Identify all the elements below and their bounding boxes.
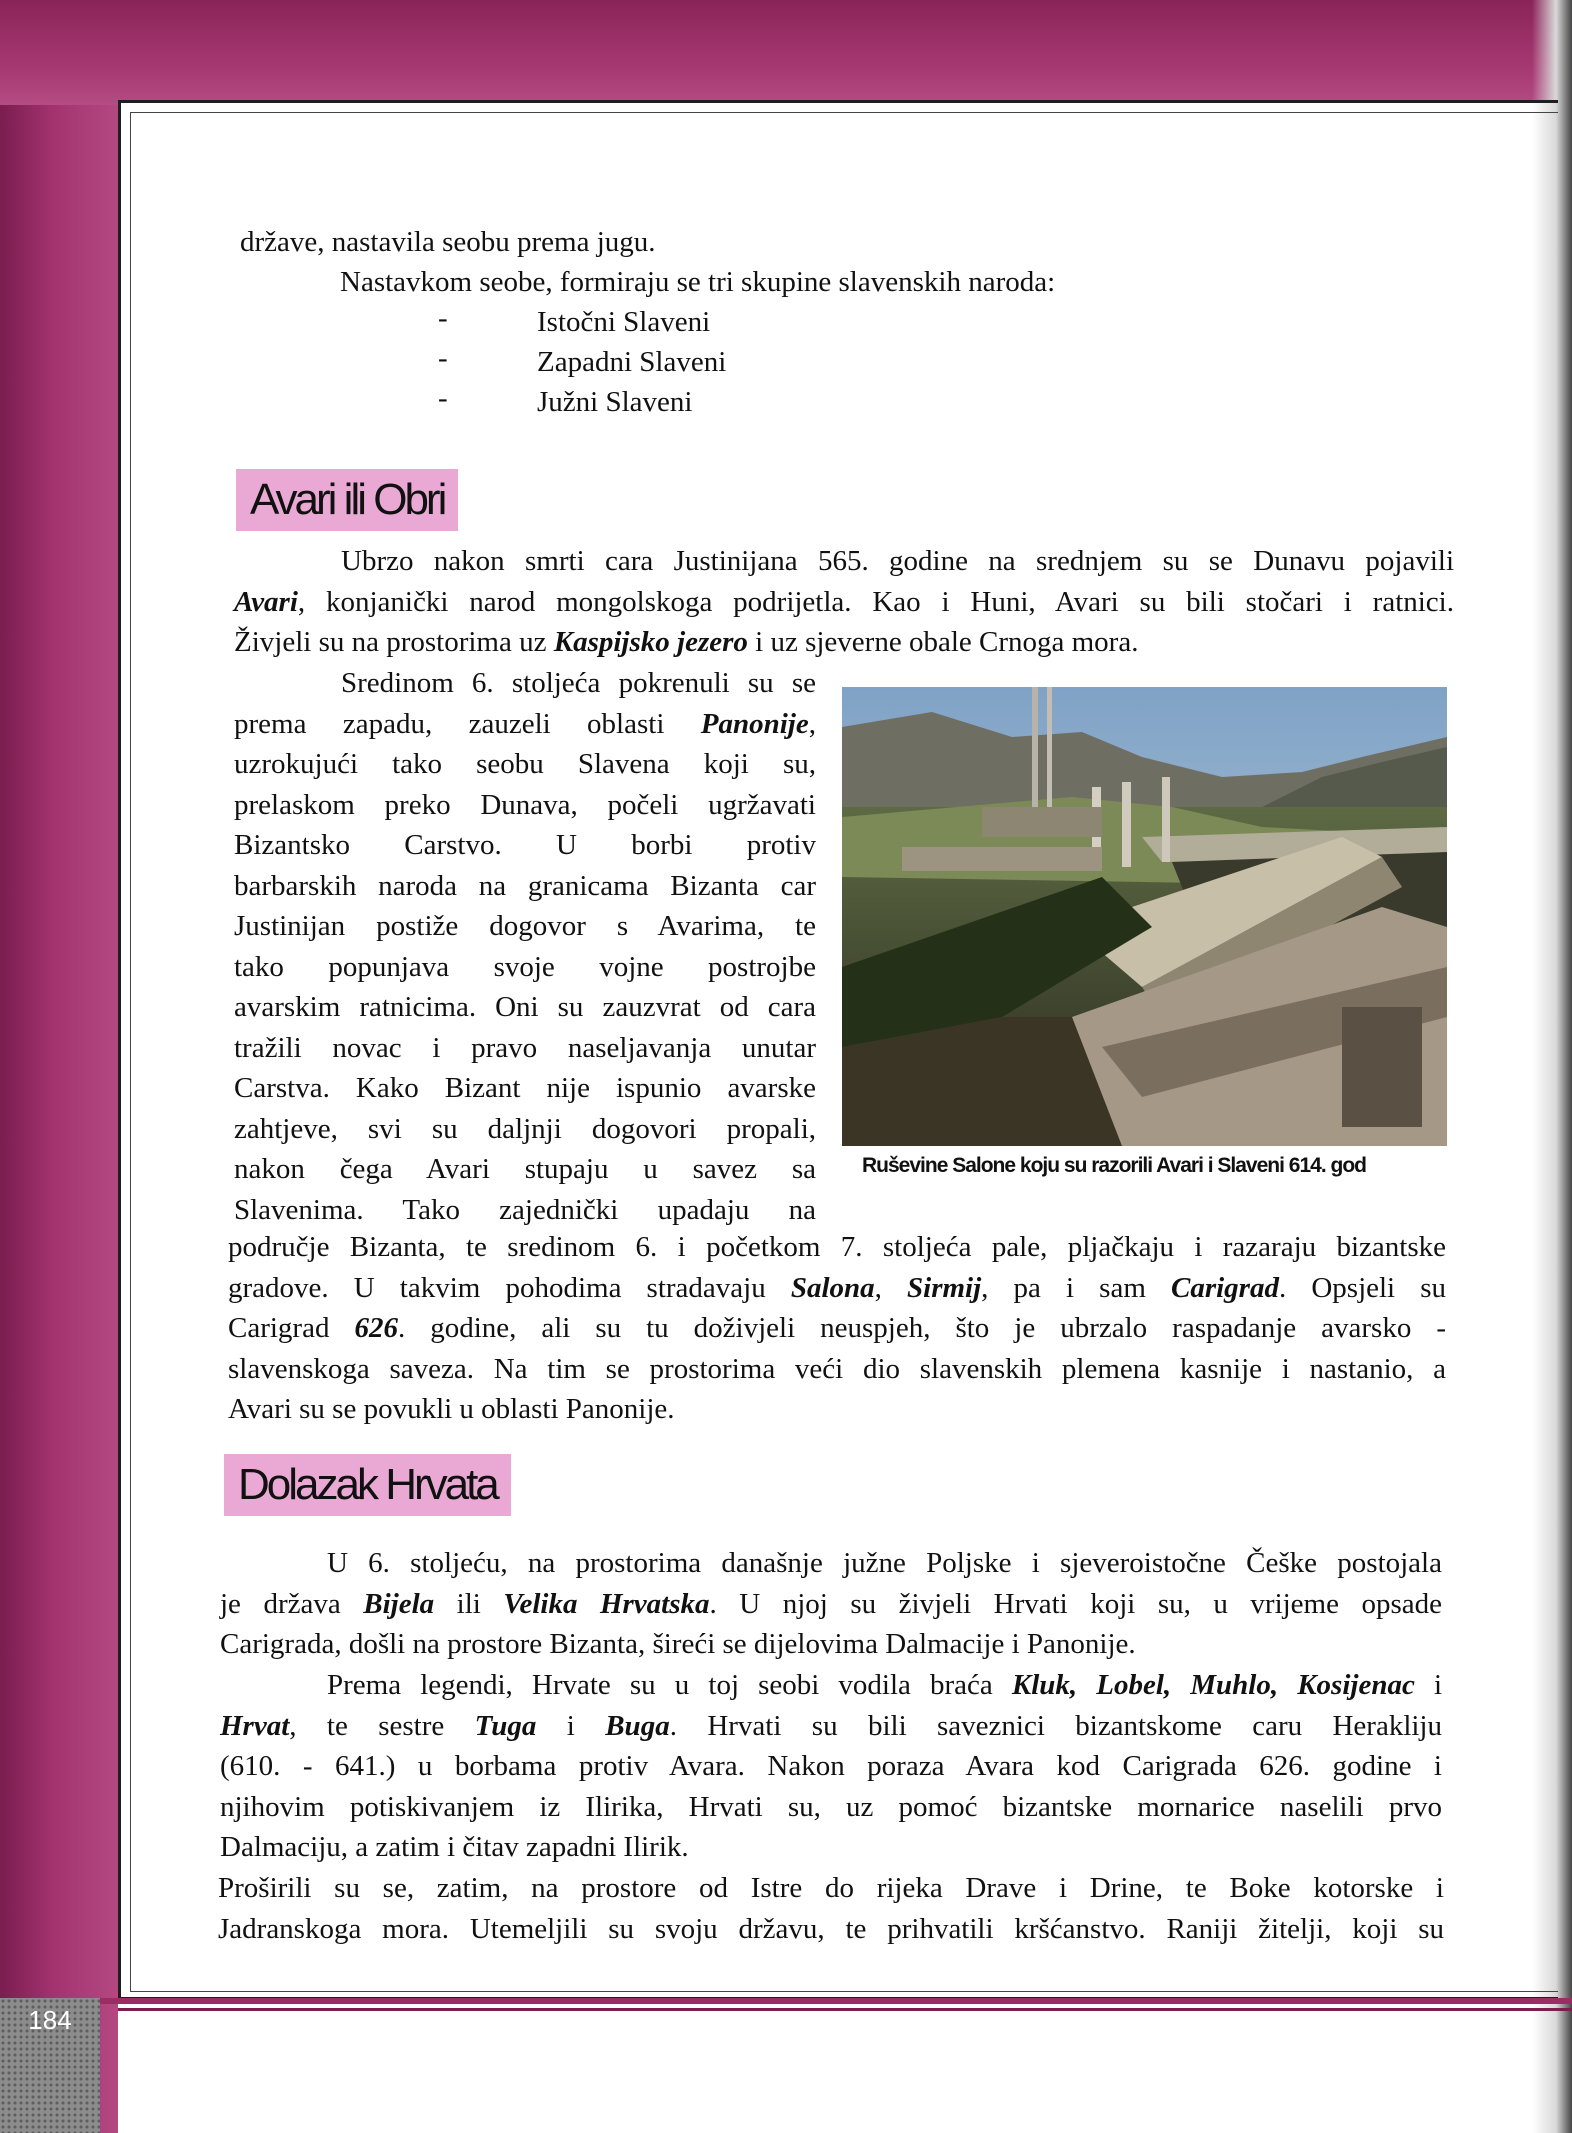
text-run: tražili novac i pravo naseljavanja unutar — [234, 1031, 816, 1064]
page-number: 184 — [0, 1998, 100, 2133]
section-heading-hrvati: Dolazak Hrvata — [224, 1454, 511, 1516]
text-run: zahtjeve, svi su daljnji dogovori propali, — [234, 1112, 816, 1145]
list-dash: - — [438, 342, 448, 374]
paragraph-hrvati-2 — [220, 1665, 1442, 1868]
intro-line-2: Nastavkom seobe, formiraju se tri skupine slavenskih naroda: — [340, 266, 1056, 298]
text-run: . Opsjeli su — [1278, 1271, 1447, 1304]
text-run: (610. - 641.) u borbama protiv Avara. Nakon poraza Avara kod Carigrada 626. godine i — [220, 1750, 1442, 1782]
paragraph-avari-intro — [234, 541, 1454, 663]
paragraph-hrvati-3 — [218, 1868, 1444, 1949]
list-item: Zapadni Slaveni — [537, 346, 727, 378]
text-line — [234, 1190, 816, 1231]
text-run: nakon čega Avari stupaju u savez sa — [234, 1153, 816, 1185]
text-line — [234, 866, 816, 907]
text-run: . U njoj su živjeli Hrvati koji su, u vrijeme opsade — [709, 1587, 1443, 1620]
photo-caption: Ruševine Salone koju su razorili Avari i Slaveni 614. god — [862, 1154, 1366, 1177]
text-run: Proširili su se, zatim, na prostore od Istre do rijeka Drave i Drine, te Boke kotorske i — [218, 1872, 1444, 1904]
intro-line-1: države, nastavila seobu prema jugu. — [240, 226, 656, 258]
text-line — [234, 987, 816, 1028]
text-run: barbarskih naroda na granicama Bizanta car — [234, 869, 816, 902]
text-run: Bizantsko Carstvo. U borbi protiv — [234, 829, 816, 861]
text-line — [220, 1543, 1442, 1584]
paragraph-avari-wide — [228, 1227, 1446, 1430]
emphasis-term: Tuga — [474, 1709, 537, 1742]
text-run: Jadranskoga mora. Utemeljili su svoju državu, te prihvatili kršćanstvo. Raniji žitelji, koji su — [218, 1912, 1444, 1945]
text-line — [234, 663, 816, 704]
text-run: i uz sjeverne obale Crnoga mora. — [747, 626, 1139, 658]
text-run: prema zapadu, zauzeli oblasti — [234, 707, 701, 740]
emphasis-term: Panonije — [700, 707, 809, 740]
text-run: Justinijan postiže dogovor s Avarima, te — [234, 910, 816, 942]
text-line — [228, 1349, 1446, 1390]
list-dash: - — [438, 302, 448, 334]
text-line — [234, 541, 1454, 582]
text-line — [234, 1109, 816, 1150]
text-line — [234, 622, 1454, 663]
emphasis-term: Velika Hrvatska — [503, 1587, 710, 1620]
emphasis-term: 626 — [354, 1312, 398, 1344]
text-line — [234, 1068, 816, 1109]
list-item: Južni Slaveni — [537, 386, 693, 418]
footer-bar — [0, 1998, 1572, 2004]
text-line — [228, 1268, 1446, 1309]
text-line — [234, 947, 816, 988]
emphasis-term: Salona — [790, 1271, 875, 1304]
text-line — [220, 1665, 1442, 1706]
text-run: slavenskoga saveza. Na tim se prostorima veći dio slavenskih plemena kasnije i nastanio, a — [228, 1352, 1446, 1385]
text-run: je država — [220, 1587, 364, 1620]
paragraph-hrvati-1 — [220, 1543, 1442, 1665]
emphasis-term: Buga — [605, 1709, 670, 1742]
text-line — [228, 1227, 1446, 1268]
text-run: Carigrad — [228, 1312, 355, 1344]
emphasis-term: Kluk, Lobel, Muhlo, Kosijenac — [1011, 1669, 1415, 1701]
emphasis-term: Hrvat — [220, 1709, 290, 1742]
text-run: Sredinom 6. stoljeća pokrenuli su se — [341, 667, 816, 699]
text-run: uzrokujući tako seobu Slavena koji su, — [234, 748, 816, 780]
text-run: U 6. stoljeću, na prostorima današnje južne Poljske i sjeveroistočne Češke postojala — [327, 1547, 1442, 1579]
text-run: Prema legendi, Hrvate su u toj seobi vodila braća — [327, 1669, 1012, 1701]
text-line — [220, 1584, 1442, 1625]
text-line — [220, 1624, 1442, 1665]
text-run: prelaskom preko Dunava, počeli ugržavati — [234, 788, 816, 821]
text-run: i — [1414, 1669, 1443, 1701]
emphasis-term: Kaspijsko jezero — [553, 626, 748, 658]
text-run: avarskim ratnicima. Oni su zauzvrat od cara — [234, 991, 816, 1023]
list-item: Istočni Slaveni — [537, 306, 711, 338]
text-line — [220, 1787, 1442, 1828]
text-line — [234, 744, 816, 785]
text-line — [234, 704, 816, 745]
text-run: , — [874, 1271, 908, 1304]
text-line — [218, 1868, 1444, 1909]
section-heading-avari: Avari ili Obri — [236, 469, 458, 531]
text-run: , te sestre — [289, 1709, 475, 1742]
text-line — [220, 1746, 1442, 1787]
emphasis-term: Bijela — [363, 1587, 435, 1620]
footer-line — [118, 2008, 1572, 2011]
text-line — [234, 785, 816, 826]
text-line — [228, 1308, 1446, 1349]
text-run: Slavenima. Tako zajednički upadaju na — [234, 1193, 816, 1226]
text-run: tako popunjava svoje vojne postrojbe — [234, 950, 816, 983]
text-run: . godine, ali su tu doživjeli neuspjeh, što je ubrzalo raspadanje avarsko - — [397, 1312, 1446, 1344]
paragraph-avari-narrow — [234, 663, 816, 1230]
page-background-top — [0, 0, 1572, 105]
text-line — [234, 825, 816, 866]
text-run: Živjeli su na prostorima uz — [234, 626, 554, 658]
list-dash: - — [438, 382, 448, 414]
text-run: . Hrvati su bili saveznici bizantskome caru Herakliju — [669, 1709, 1442, 1742]
text-run: i — [536, 1709, 606, 1742]
text-line — [220, 1827, 1442, 1868]
text-line — [234, 582, 1454, 623]
text-run: ili — [434, 1587, 504, 1620]
text-run: , konjanički narod mongolskoga podrijetla. Kao i Huni, Avari su bili stočari i ratnici. — [297, 585, 1454, 618]
text-line — [234, 1149, 816, 1190]
text-run: njihovim potiskivanjem iz Ilirika, Hrvati su, uz pomoć bizantske mornarice naselili prvo — [220, 1790, 1442, 1823]
text-run: Carstva. Kako Bizant nije ispunio avarske — [234, 1072, 816, 1104]
emphasis-term: Carigrad — [1171, 1271, 1279, 1304]
text-line — [234, 906, 816, 947]
text-run: Carigrada, došli na prostore Bizanta, šireći se dijelovima Dalmacije i Panonije. — [220, 1628, 1136, 1660]
text-run: gradove. U takvim pohodima stradavaju — [228, 1271, 791, 1304]
text-line — [220, 1706, 1442, 1747]
text-line — [228, 1389, 1446, 1430]
page-background-left — [0, 0, 120, 2133]
text-run: područje Bizanta, te sredinom 6. i početkom 7. stoljeća pale, pljačkaju i razaraju bizantske — [228, 1231, 1446, 1263]
emphasis-term: Avari — [234, 585, 298, 618]
text-run: Ubrzo nakon smrti cara Justinijana 565. godine na srednjem su se Dunavu pojavili — [341, 545, 1454, 577]
text-run: Dalmaciju, a zatim i čitav zapadni Ilirik. — [220, 1831, 689, 1863]
text-run: Avari su se povukli u oblasti Panonije. — [228, 1393, 675, 1425]
text-run: , pa i sam — [981, 1271, 1171, 1304]
text-line — [234, 1028, 816, 1069]
emphasis-term: Sirmij — [907, 1271, 982, 1304]
text-run: , — [808, 707, 816, 740]
text-line — [218, 1909, 1444, 1950]
photo-salona-ruins — [842, 687, 1447, 1146]
